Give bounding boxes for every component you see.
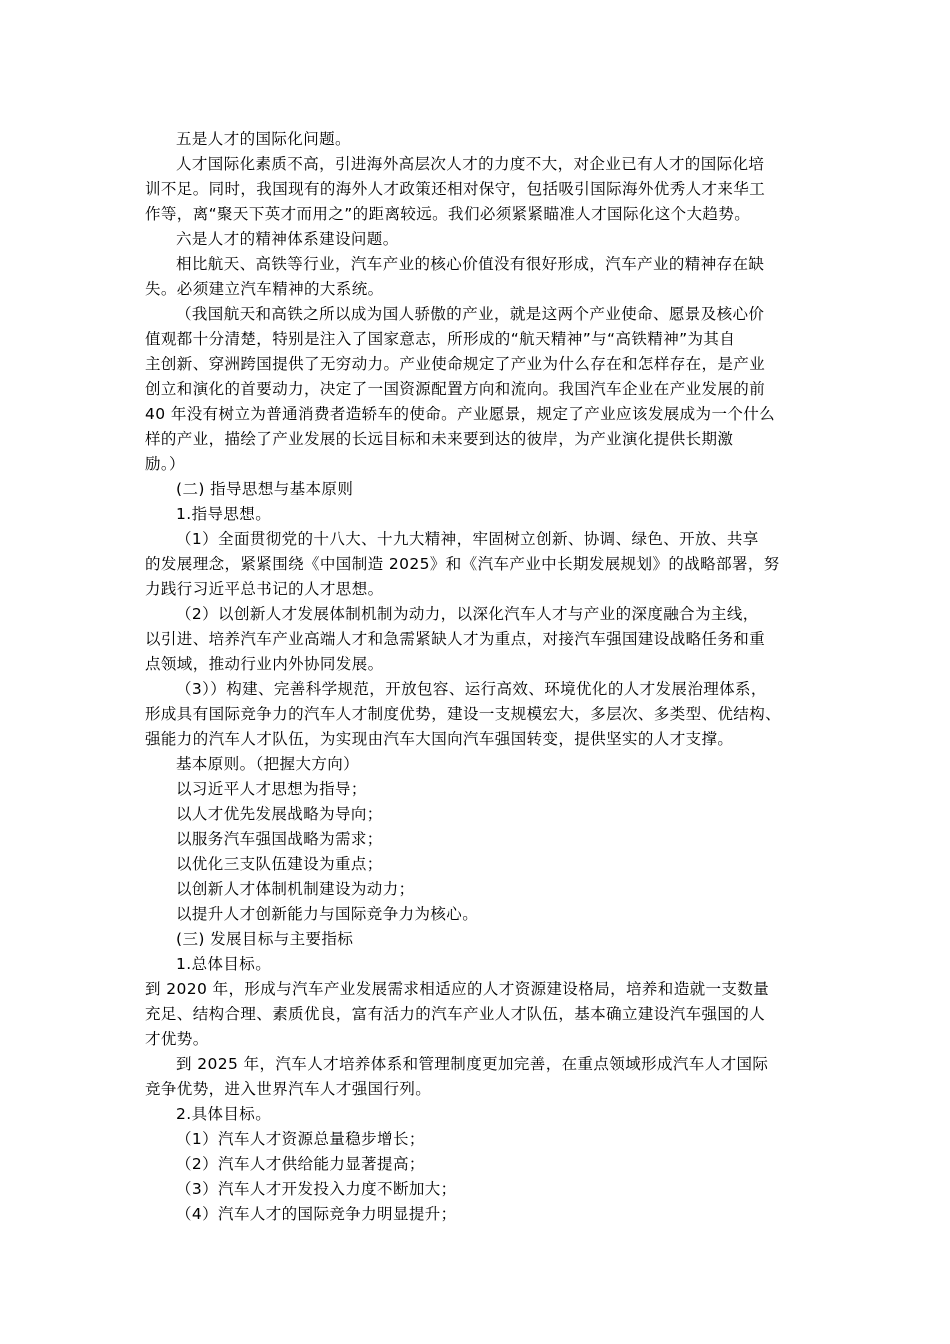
text-line: 以引进、培养汽车产业高端人才和急需紧缺人才为重点，对接汽车强国建设战略任务和重 — [145, 630, 766, 648]
text-line: 主创新、穿洲跨国提供了无穷动力。产业使命规定了产业为什么存在和怎样存在，是产业 — [145, 355, 766, 373]
text-line: 训不足。同时，我国现有的海外人才政策还相对保守，包括吸引国际海外优秀人才来华工 — [145, 180, 766, 198]
text-line: 值观都十分清楚，特别是注入了国家意志，所形成的“航天精神”与“高铁精神”为其自 — [145, 330, 736, 348]
section-heading: (二) 指导思想与基本原则 — [176, 480, 354, 498]
text-line: （1）全面贯彻党的十八大、十九大精神，牢固树立创新、协调、绿色、开放、共享 — [176, 530, 759, 548]
text-line: 力践行习近平总书记的人才思想。 — [145, 580, 384, 598]
list-item: 以人才优先发展战略为导向； — [176, 805, 383, 823]
text-line: 五是人才的国际化问题。 — [176, 130, 351, 148]
list-item: 以服务汽车强国战略为需求； — [176, 830, 383, 848]
text-line: 的发展理念，紧紧围绕《中国制造 2025》和《汽车产业中长期发展规划》的战略部署，努 — [145, 555, 780, 573]
list-item: 以习近平人才思想为指导； — [176, 780, 367, 798]
text-line: 六是人才的精神体系建设问题。 — [176, 230, 399, 248]
text-line: 形成具有国际竞争力的汽车人才制度优势，建设一支规模宏大，多层次、多类型、优结构、 — [145, 705, 782, 723]
list-item: 以创新人才体制机制建设为动力； — [176, 880, 415, 898]
text-line: 失。必须建立汽车精神的大系统。 — [145, 280, 384, 298]
text-line: 人才国际化素质不高，引进海外高层次人才的力度不大，对企业已有人才的国际化培 — [176, 155, 765, 173]
text-line: 励。） — [145, 455, 185, 473]
text-line: 1.指导思想。 — [176, 505, 272, 523]
text-line: 40 年没有树立为普通消费者造轿车的使命。产业愿景，规定了产业应该发展成为一个什么 — [145, 405, 776, 423]
text-line: 点领域，推动行业内外协同发展。 — [145, 655, 384, 673]
list-item: 以优化三支队伍建设为重点； — [176, 855, 383, 873]
text-line: 1.总体目标。 — [176, 955, 272, 973]
text-line: 基本原则。（把握大方向） — [176, 755, 360, 773]
list-item: （4）汽车人才的国际竞争力明显提升； — [176, 1205, 457, 1223]
text-line: 2.具体目标。 — [176, 1105, 272, 1123]
text-line: 作等，离“聚天下英才而用之”的距离较远。我们必须紧紧瞄准人才国际化这个大趋势。 — [145, 205, 751, 223]
list-item: （3）汽车人才开发投入力度不断加大； — [176, 1180, 457, 1198]
text-line: 创立和演化的首要动力，决定了一国资源配置方向和流向。我国汽车企业在产业发展的前 — [145, 380, 766, 398]
text-line: 到 2025 年，汽车人才培养体系和管理制度更加完善，在重点领域形成汽车人才国际 — [176, 1055, 769, 1073]
text-line: 竞争优势，进入世界汽车人才强国行列。 — [145, 1080, 432, 1098]
text-line: 相比航天、高铁等行业，汽车产业的核心价值没有很好形成，汽车产业的精神存在缺 — [176, 255, 765, 273]
text-line: （我国航天和高铁之所以成为国人骄傲的产业，就是这两个产业使命、愿景及核心价 — [176, 305, 765, 323]
list-item: （2）汽车人才供给能力显著提高； — [176, 1155, 425, 1173]
text-line: 样的产业，描绘了产业发展的长远目标和未来要到达的彼岸，为产业演化提供长期激 — [145, 430, 734, 448]
text-line: 到 2020 年，形成与汽车产业发展需求相适应的人才资源建设格局，培养和造就一支数量 — [145, 980, 770, 998]
text-line: （3））构建、完善科学规范，开放包容、运行高效、环境优化的人才发展治理体系， — [176, 680, 767, 698]
list-item: 以提升人才创新能力与国际竞争力为核心。 — [176, 905, 479, 923]
list-item: （1）汽车人才资源总量稳步增长； — [176, 1130, 425, 1148]
text-line: 强能力的汽车人才队伍，为实现由汽车大国向汽车强国转变，提供坚实的人才支撑。 — [145, 730, 734, 748]
section-heading: (三) 发展目标与主要指标 — [176, 930, 354, 948]
text-line: 才优势。 — [145, 1030, 209, 1048]
text-line: 充足、结构合理、素质优良，富有活力的汽车产业人才队伍，基本确立建设汽车强国的人 — [145, 1005, 766, 1023]
text-line: （2）以创新人才发展体制机制为动力，以深化汽车人才与产业的深度融合为主线， — [176, 605, 759, 623]
